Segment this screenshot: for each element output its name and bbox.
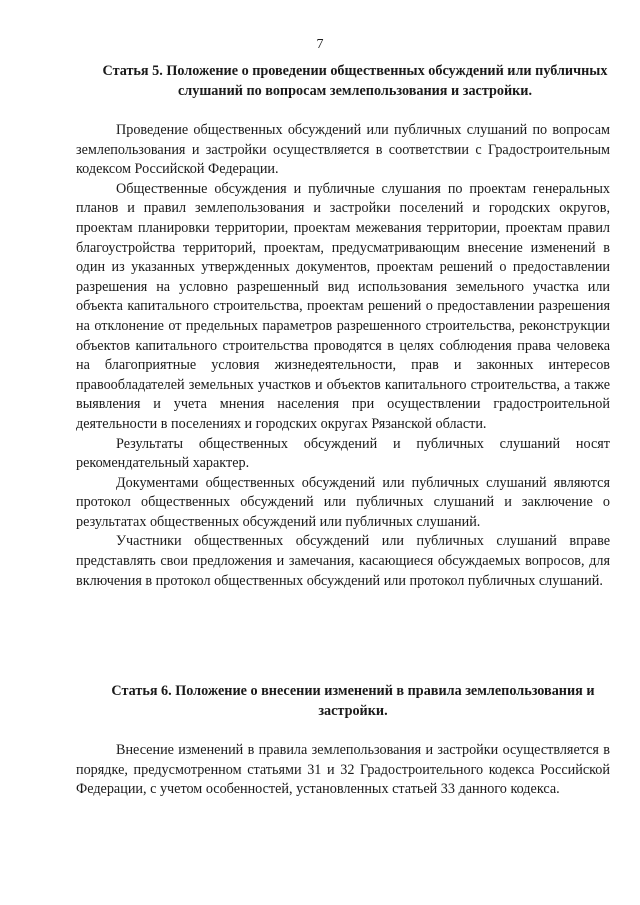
article-6-body — [76, 741, 610, 800]
article-6-paragraph-1: Внесение изменений в правила землепользования и застройки осуществляется в порядке, предусмотренном статьями 31 и 32 Градостроительного кодекса Российской Федерации, с учетом особенностей, установленных статьей 33 данного кодекса. — [76, 742, 610, 798]
article-5-paragraph-4: Документами общественных обсуждений или публичных слушаний являются протокол общественных обсуждений или публичных слушаний и заключение о результатах общественных обсуждений или публичных слушаний. — [76, 474, 610, 530]
article-5-body — [76, 121, 610, 591]
article-5-heading: Статья 5. Положение о проведении общественных обсуждений или публичных слушаний по вопросам землепользования и застройки. — [102, 63, 608, 99]
page-number: 7 — [316, 37, 324, 52]
article-6-heading: Статья 6. Положение о внесении изменений в правила землепользования и застройки. — [111, 683, 595, 719]
article-5-paragraph-3: Результаты общественных обсуждений и публичных слушаний носят рекомендательный характер. — [76, 435, 610, 472]
article-5-paragraph-5: Участники общественных обсуждений или публичных слушаний вправе представлять свои предложения и замечания, касающиеся обсуждаемых вопросов, для включения в протокол общественных обсуждений или протокол публичных слушаний. — [76, 533, 610, 589]
article-5-paragraph-1: Проведение общественных обсуждений или публичных слушаний по вопросам землепользования и застройки осуществляется в соответствии с Градостроительным кодексом Российской Федерации. — [76, 122, 610, 178]
article-5-paragraph-2: Общественные обсуждения и публичные слушания по проектам генеральных планов и правил землепользования и застройки поселений и городских округов, проектам планировки территории, проектам межевания территории, проектам правил благоустройства территорий, проектам, предусматривающим внесение изменений в один из указанных утвержденных документов, проектам решений о предоставлении разрешения на условно разрешенный вид использования земельного участка или объекта капитального строительства, проектам решений о предоставлении разрешения на отклонение от предельных параметров разрешенного строительства, реконструкции объектов капитального строительства проводятся в целях соблюдения права человека на благоприятные условия жизнедеятельности, прав и законных интересов правообладателей земельных участков и объектов капитального строительства, а также выявления и учета мнения населения при осуществлении градостроительной деятельности в поселениях и городских округах Рязанской области. — [76, 180, 610, 432]
